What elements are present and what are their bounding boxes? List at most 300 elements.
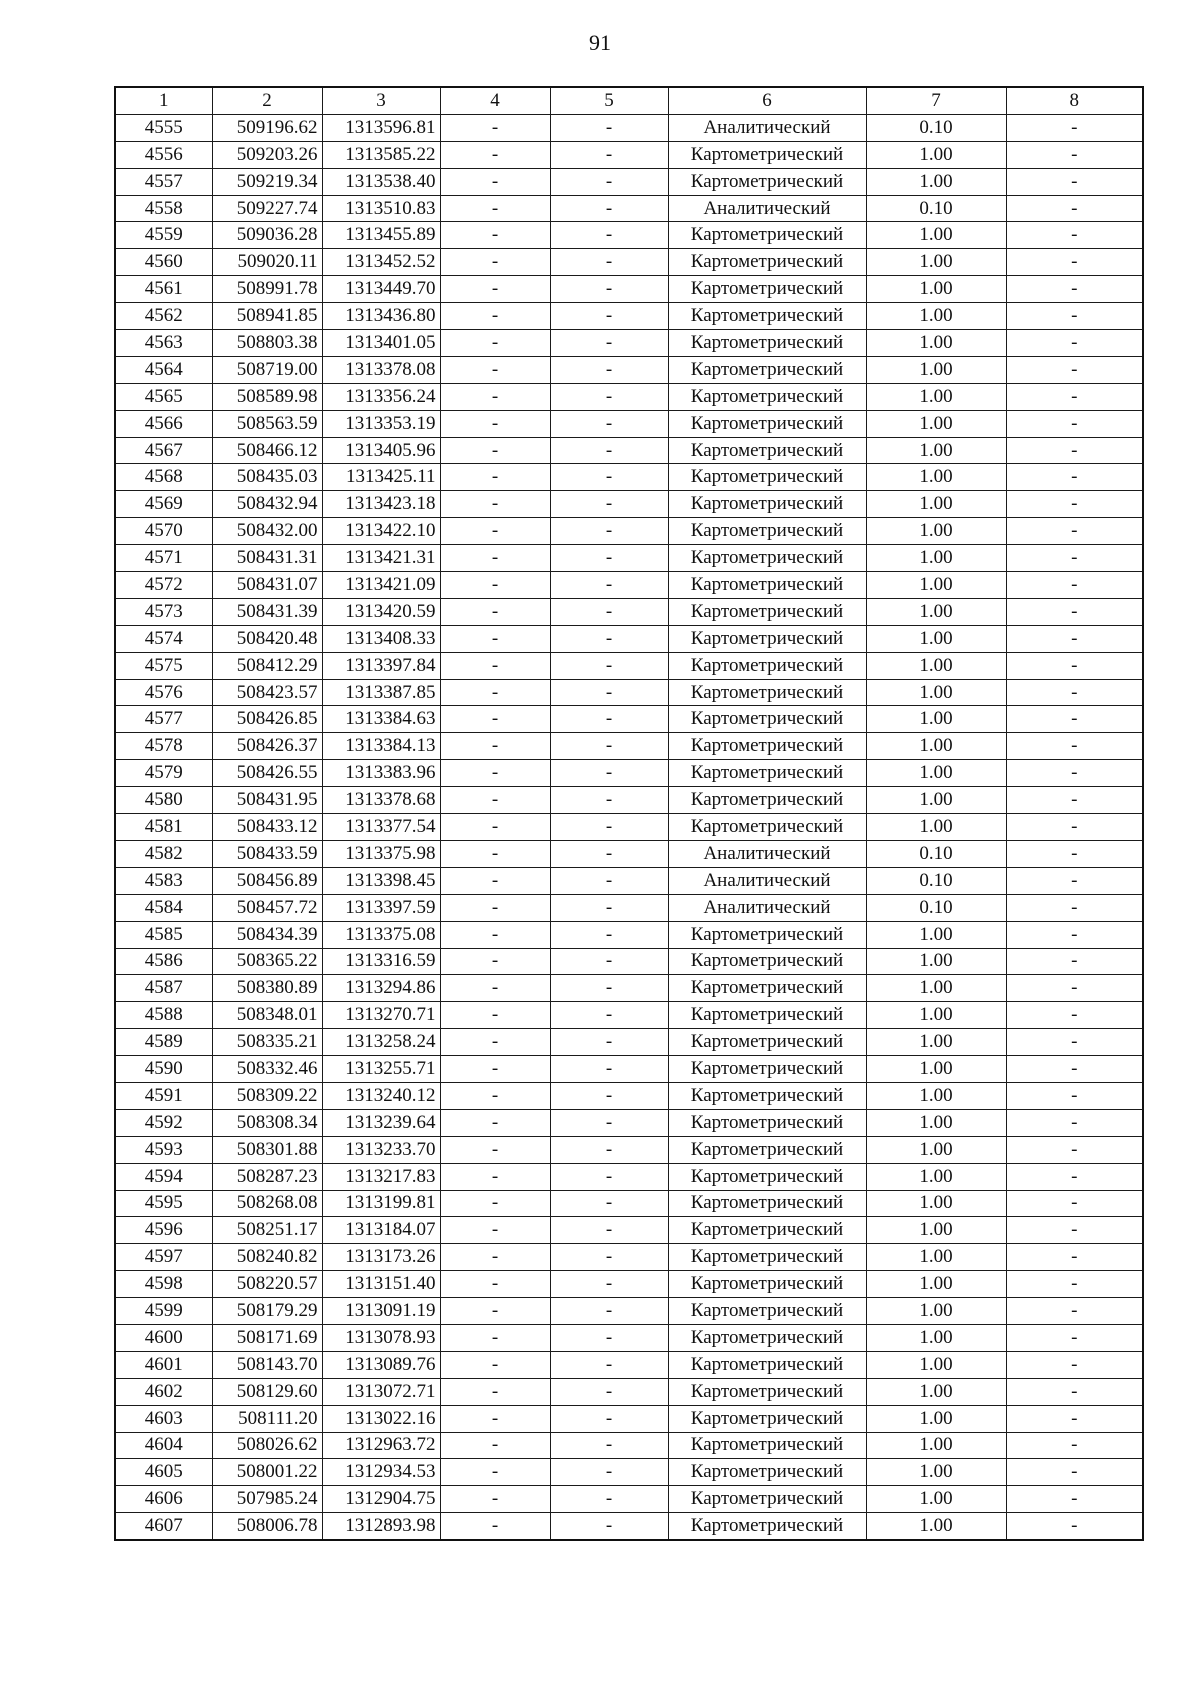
table-cell: 1313022.16 [322, 1405, 440, 1432]
table-cell: - [440, 1136, 550, 1163]
table-cell: 4592 [115, 1109, 212, 1136]
table-cell: - [1006, 1271, 1143, 1298]
table-cell: - [550, 733, 668, 760]
table-cell: - [1006, 948, 1143, 975]
table-cell: - [440, 1459, 550, 1486]
table-cell: Картометрический [668, 1351, 866, 1378]
table-cell: Картометрический [668, 383, 866, 410]
table-cell: - [1006, 867, 1143, 894]
table-row [115, 114, 1143, 141]
column-header: 4 [440, 87, 550, 114]
table-row [115, 1486, 1143, 1513]
table-cell: - [550, 760, 668, 787]
table-cell: 508426.37 [212, 733, 322, 760]
table-cell: 509196.62 [212, 114, 322, 141]
table-cell: Картометрический [668, 1082, 866, 1109]
table-cell: - [1006, 625, 1143, 652]
table-cell: 4571 [115, 545, 212, 572]
table-cell: Картометрический [668, 733, 866, 760]
table-cell: 1313452.52 [322, 249, 440, 276]
table-cell: 4562 [115, 303, 212, 330]
table-cell: 508941.85 [212, 303, 322, 330]
table-cell: 1.00 [866, 437, 1006, 464]
table-cell: 1312904.75 [322, 1486, 440, 1513]
table-cell: 1.00 [866, 975, 1006, 1002]
table-cell: 4587 [115, 975, 212, 1002]
table-cell: 508420.48 [212, 625, 322, 652]
table-cell: - [440, 1056, 550, 1083]
table-cell: 1313270.71 [322, 1002, 440, 1029]
table-cell: 508432.94 [212, 491, 322, 518]
table-cell: 508426.85 [212, 706, 322, 733]
table-cell: - [1006, 894, 1143, 921]
table-cell: 1313375.98 [322, 840, 440, 867]
table-cell: Картометрический [668, 1271, 866, 1298]
table-cell: 1.00 [866, 1271, 1006, 1298]
table-row [115, 598, 1143, 625]
table-cell: 508431.31 [212, 545, 322, 572]
table-cell: 1.00 [866, 491, 1006, 518]
table-row [115, 1351, 1143, 1378]
table-row [115, 787, 1143, 814]
table-cell: - [550, 840, 668, 867]
table-cell: - [440, 383, 550, 410]
table-row [115, 437, 1143, 464]
table-row [115, 1378, 1143, 1405]
table-cell: 1.00 [866, 141, 1006, 168]
table-cell: Картометрический [668, 437, 866, 464]
table-cell: 0.10 [866, 195, 1006, 222]
table-cell: 1.00 [866, 948, 1006, 975]
table-cell: - [550, 410, 668, 437]
table-cell: 1.00 [866, 598, 1006, 625]
table-cell: Картометрический [668, 1378, 866, 1405]
table-cell: 4570 [115, 518, 212, 545]
table-cell: 4561 [115, 276, 212, 303]
table-cell: 1.00 [866, 1244, 1006, 1271]
table-cell: - [550, 222, 668, 249]
table-cell: - [440, 141, 550, 168]
table-cell: 1.00 [866, 303, 1006, 330]
table-cell: 0.10 [866, 867, 1006, 894]
table-cell: - [550, 1002, 668, 1029]
table-cell: 4584 [115, 894, 212, 921]
table-cell: Аналитический [668, 114, 866, 141]
table-row [115, 625, 1143, 652]
table-cell: Аналитический [668, 867, 866, 894]
table-cell: 508220.57 [212, 1271, 322, 1298]
table-cell: - [550, 1405, 668, 1432]
table-cell: - [440, 330, 550, 357]
table-cell: - [1006, 1405, 1143, 1432]
table-cell: 508309.22 [212, 1082, 322, 1109]
table-cell: - [440, 1271, 550, 1298]
table-cell: 4572 [115, 572, 212, 599]
table-cell: - [440, 921, 550, 948]
table-cell: Картометрический [668, 303, 866, 330]
table-cell: 1313585.22 [322, 141, 440, 168]
table-cell: 509036.28 [212, 222, 322, 249]
table-cell: Картометрический [668, 814, 866, 841]
table-cell: 508380.89 [212, 975, 322, 1002]
table-cell: 1.00 [866, 1217, 1006, 1244]
table-cell: Аналитический [668, 840, 866, 867]
table-row [115, 572, 1143, 599]
table-row [115, 1405, 1143, 1432]
table-row [115, 545, 1143, 572]
table-cell: 4568 [115, 464, 212, 491]
table-cell: 1.00 [866, 1190, 1006, 1217]
table-cell: 1312963.72 [322, 1432, 440, 1459]
table-cell: - [550, 1486, 668, 1513]
table-cell: 1313377.54 [322, 814, 440, 841]
table-cell: - [1006, 1459, 1143, 1486]
table-cell: - [1006, 168, 1143, 195]
table-cell: - [440, 1405, 550, 1432]
table-cell: Картометрический [668, 222, 866, 249]
table-row [115, 760, 1143, 787]
table-cell: 508143.70 [212, 1351, 322, 1378]
table-row [115, 1190, 1143, 1217]
table-cell: 1.00 [866, 1136, 1006, 1163]
table-cell: 1313405.96 [322, 437, 440, 464]
table-cell: 1313378.08 [322, 356, 440, 383]
table-row [115, 1002, 1143, 1029]
table-cell: 4593 [115, 1136, 212, 1163]
table-cell: - [440, 249, 550, 276]
table-cell: Картометрический [668, 1432, 866, 1459]
table-body [115, 114, 1143, 1540]
table-cell: 1313356.24 [322, 383, 440, 410]
table-cell: 1313294.86 [322, 975, 440, 1002]
table-cell: 4604 [115, 1432, 212, 1459]
table-cell: 1.00 [866, 1405, 1006, 1432]
table-row [115, 894, 1143, 921]
table-cell: 1.00 [866, 1298, 1006, 1325]
table-row [115, 276, 1143, 303]
table-cell: Картометрический [668, 1109, 866, 1136]
table-cell: 0.10 [866, 114, 1006, 141]
column-header: 6 [668, 87, 866, 114]
table-cell: 1313378.68 [322, 787, 440, 814]
table-cell: - [440, 1351, 550, 1378]
table-cell: - [1006, 733, 1143, 760]
table-cell: 1.00 [866, 1486, 1006, 1513]
table-cell: 1.00 [866, 733, 1006, 760]
table-cell: 508431.07 [212, 572, 322, 599]
table-cell: - [550, 1217, 668, 1244]
table-cell: 4556 [115, 141, 212, 168]
table-cell: - [1006, 1056, 1143, 1083]
table-cell: 508456.89 [212, 867, 322, 894]
table-cell: 1.00 [866, 1082, 1006, 1109]
table-row [115, 1298, 1143, 1325]
table-row [115, 168, 1143, 195]
table-cell: 509020.11 [212, 249, 322, 276]
table-cell: - [550, 330, 668, 357]
table-cell: - [440, 706, 550, 733]
table-cell: 1.00 [866, 249, 1006, 276]
table-cell: - [440, 491, 550, 518]
table-cell: - [440, 679, 550, 706]
table-row [115, 948, 1143, 975]
table-cell: - [550, 867, 668, 894]
table-cell: Картометрический [668, 679, 866, 706]
table-cell: 4558 [115, 195, 212, 222]
table-cell: 4601 [115, 1351, 212, 1378]
table-cell: - [1006, 195, 1143, 222]
table-cell: - [1006, 276, 1143, 303]
table-cell: 1.00 [866, 1378, 1006, 1405]
table-cell: 1313421.31 [322, 545, 440, 572]
table-cell: 1313455.89 [322, 222, 440, 249]
table-cell: - [1006, 1190, 1143, 1217]
table-cell: 508433.59 [212, 840, 322, 867]
table-cell: 1313436.80 [322, 303, 440, 330]
table-cell: 4589 [115, 1029, 212, 1056]
table-cell: 1313420.59 [322, 598, 440, 625]
table-cell: 508335.21 [212, 1029, 322, 1056]
table-row [115, 356, 1143, 383]
table-cell: Картометрический [668, 276, 866, 303]
table-cell: - [440, 1378, 550, 1405]
table-cell: - [550, 518, 668, 545]
table-cell: 1312934.53 [322, 1459, 440, 1486]
page-number: 91 [589, 30, 611, 55]
header-row [115, 87, 1143, 114]
table-cell: - [440, 464, 550, 491]
table-cell: 508240.82 [212, 1244, 322, 1271]
table-cell: 1.00 [866, 572, 1006, 599]
table-cell: 508426.55 [212, 760, 322, 787]
table-cell: - [550, 303, 668, 330]
table-row [115, 1271, 1143, 1298]
table-cell: 1.00 [866, 1432, 1006, 1459]
table-cell: - [1006, 975, 1143, 1002]
table-cell: 4555 [115, 114, 212, 141]
table-cell: 508111.20 [212, 1405, 322, 1432]
table-cell: - [1006, 1163, 1143, 1190]
table-cell: 4603 [115, 1405, 212, 1432]
table-cell: Аналитический [668, 894, 866, 921]
table-cell: - [550, 894, 668, 921]
table-cell: 1313423.18 [322, 491, 440, 518]
column-header: 1 [115, 87, 212, 114]
table-cell: - [550, 114, 668, 141]
table-cell: 1313387.85 [322, 679, 440, 706]
table-cell: - [1006, 330, 1143, 357]
table-cell: Картометрический [668, 1324, 866, 1351]
table-cell: 1.00 [866, 1056, 1006, 1083]
table-cell: 508435.03 [212, 464, 322, 491]
table-cell: - [440, 1082, 550, 1109]
table-cell: 508308.34 [212, 1109, 322, 1136]
table-cell: 1.00 [866, 330, 1006, 357]
coordinates-table [114, 86, 1144, 1541]
table-cell: 4559 [115, 222, 212, 249]
table-cell: - [440, 948, 550, 975]
table-cell: 508179.29 [212, 1298, 322, 1325]
table-cell: Картометрический [668, 518, 866, 545]
table-cell: 1.00 [866, 518, 1006, 545]
table-cell: - [1006, 356, 1143, 383]
table-cell: - [440, 222, 550, 249]
table-cell: - [1006, 518, 1143, 545]
table-cell: Картометрический [668, 1405, 866, 1432]
table-row [115, 1029, 1143, 1056]
table-cell: 4606 [115, 1486, 212, 1513]
table-cell: - [1006, 1136, 1143, 1163]
table-cell: - [1006, 598, 1143, 625]
table-row [115, 141, 1143, 168]
table-cell: Картометрический [668, 948, 866, 975]
table-cell: - [550, 464, 668, 491]
table-cell: - [1006, 679, 1143, 706]
table-cell: 1.00 [866, 814, 1006, 841]
table-cell: 1313091.19 [322, 1298, 440, 1325]
table-row [115, 1217, 1143, 1244]
table-cell: - [1006, 114, 1143, 141]
table-cell: - [550, 787, 668, 814]
table-cell: - [440, 303, 550, 330]
table-cell: 4595 [115, 1190, 212, 1217]
table-cell: Аналитический [668, 195, 866, 222]
table-cell: 1.00 [866, 168, 1006, 195]
table-cell: 1313596.81 [322, 114, 440, 141]
table-cell: 1.00 [866, 410, 1006, 437]
table-cell: 508006.78 [212, 1513, 322, 1540]
table-cell: Картометрический [668, 1513, 866, 1540]
table-row [115, 679, 1143, 706]
table-cell: 1313233.70 [322, 1136, 440, 1163]
table-cell: - [550, 249, 668, 276]
table-row [115, 249, 1143, 276]
table-cell: 508129.60 [212, 1378, 322, 1405]
table-cell: - [1006, 921, 1143, 948]
table-cell: 0.10 [866, 894, 1006, 921]
table-cell: - [1006, 222, 1143, 249]
table-row [115, 840, 1143, 867]
table-cell: 1313239.64 [322, 1109, 440, 1136]
table-cell: 4579 [115, 760, 212, 787]
table-cell: - [440, 1163, 550, 1190]
table-cell: 4602 [115, 1378, 212, 1405]
table-cell: Картометрический [668, 1056, 866, 1083]
table-cell: - [1006, 1082, 1143, 1109]
table-cell: 4591 [115, 1082, 212, 1109]
table-cell: 4575 [115, 652, 212, 679]
table-cell: - [440, 114, 550, 141]
table-cell: - [550, 1351, 668, 1378]
table-cell: - [550, 141, 668, 168]
table-cell: - [440, 598, 550, 625]
table-cell: 508332.46 [212, 1056, 322, 1083]
table-cell: - [440, 867, 550, 894]
table-row [115, 195, 1143, 222]
table-cell: 4565 [115, 383, 212, 410]
table-cell: 508719.00 [212, 356, 322, 383]
table-cell: - [1006, 249, 1143, 276]
table-cell: 1.00 [866, 921, 1006, 948]
table-cell: 4597 [115, 1244, 212, 1271]
table-cell: 1313510.83 [322, 195, 440, 222]
table-cell: - [440, 518, 550, 545]
table-row [115, 410, 1143, 437]
table-row [115, 383, 1143, 410]
table-cell: 508432.00 [212, 518, 322, 545]
table-cell: 4564 [115, 356, 212, 383]
table-cell: - [1006, 787, 1143, 814]
table-cell: 1313316.59 [322, 948, 440, 975]
table-cell: 1.00 [866, 679, 1006, 706]
table-cell: 1313072.71 [322, 1378, 440, 1405]
table-cell: - [550, 195, 668, 222]
table-cell: - [440, 760, 550, 787]
table-cell: 1.00 [866, 222, 1006, 249]
table-cell: 1313255.71 [322, 1056, 440, 1083]
table-row [115, 814, 1143, 841]
table-cell: - [1006, 141, 1143, 168]
table-cell: Картометрический [668, 330, 866, 357]
table-cell: 1313397.84 [322, 652, 440, 679]
table-row [115, 1109, 1143, 1136]
table-cell: 1.00 [866, 276, 1006, 303]
table-cell: - [1006, 1432, 1143, 1459]
table-cell: - [440, 733, 550, 760]
table-cell: Картометрический [668, 168, 866, 195]
table-cell: - [550, 1056, 668, 1083]
table-row [115, 1324, 1143, 1351]
table-cell: - [1006, 545, 1143, 572]
table-cell: 4598 [115, 1271, 212, 1298]
table-cell: 1313151.40 [322, 1271, 440, 1298]
table-cell: - [1006, 491, 1143, 518]
table-cell: - [550, 1082, 668, 1109]
table-cell: 509227.74 [212, 195, 322, 222]
table-cell: Картометрический [668, 410, 866, 437]
table-cell: 1313422.10 [322, 518, 440, 545]
table-cell: - [550, 437, 668, 464]
table-cell: 508001.22 [212, 1459, 322, 1486]
table-cell: 1313538.40 [322, 168, 440, 195]
table-cell: - [1006, 572, 1143, 599]
table-cell: 508991.78 [212, 276, 322, 303]
table-cell: - [440, 652, 550, 679]
table-cell: - [550, 1190, 668, 1217]
table-cell: 508348.01 [212, 1002, 322, 1029]
table-cell: - [550, 706, 668, 733]
table-cell: - [550, 1378, 668, 1405]
table-cell: Картометрический [668, 1486, 866, 1513]
table-cell: - [1006, 410, 1143, 437]
table-cell: - [440, 1217, 550, 1244]
table-cell: - [440, 195, 550, 222]
table-cell: 1.00 [866, 1513, 1006, 1540]
table-row [115, 464, 1143, 491]
table-cell: 4590 [115, 1056, 212, 1083]
table-cell: - [440, 1109, 550, 1136]
table-cell: - [440, 276, 550, 303]
table-row [115, 303, 1143, 330]
table-cell: - [440, 437, 550, 464]
table-cell: 508803.38 [212, 330, 322, 357]
table-cell: - [550, 491, 668, 518]
table-cell: Картометрический [668, 141, 866, 168]
table-cell: Картометрический [668, 921, 866, 948]
column-header: 2 [212, 87, 322, 114]
table-cell: 508433.12 [212, 814, 322, 841]
table-cell: 1.00 [866, 760, 1006, 787]
